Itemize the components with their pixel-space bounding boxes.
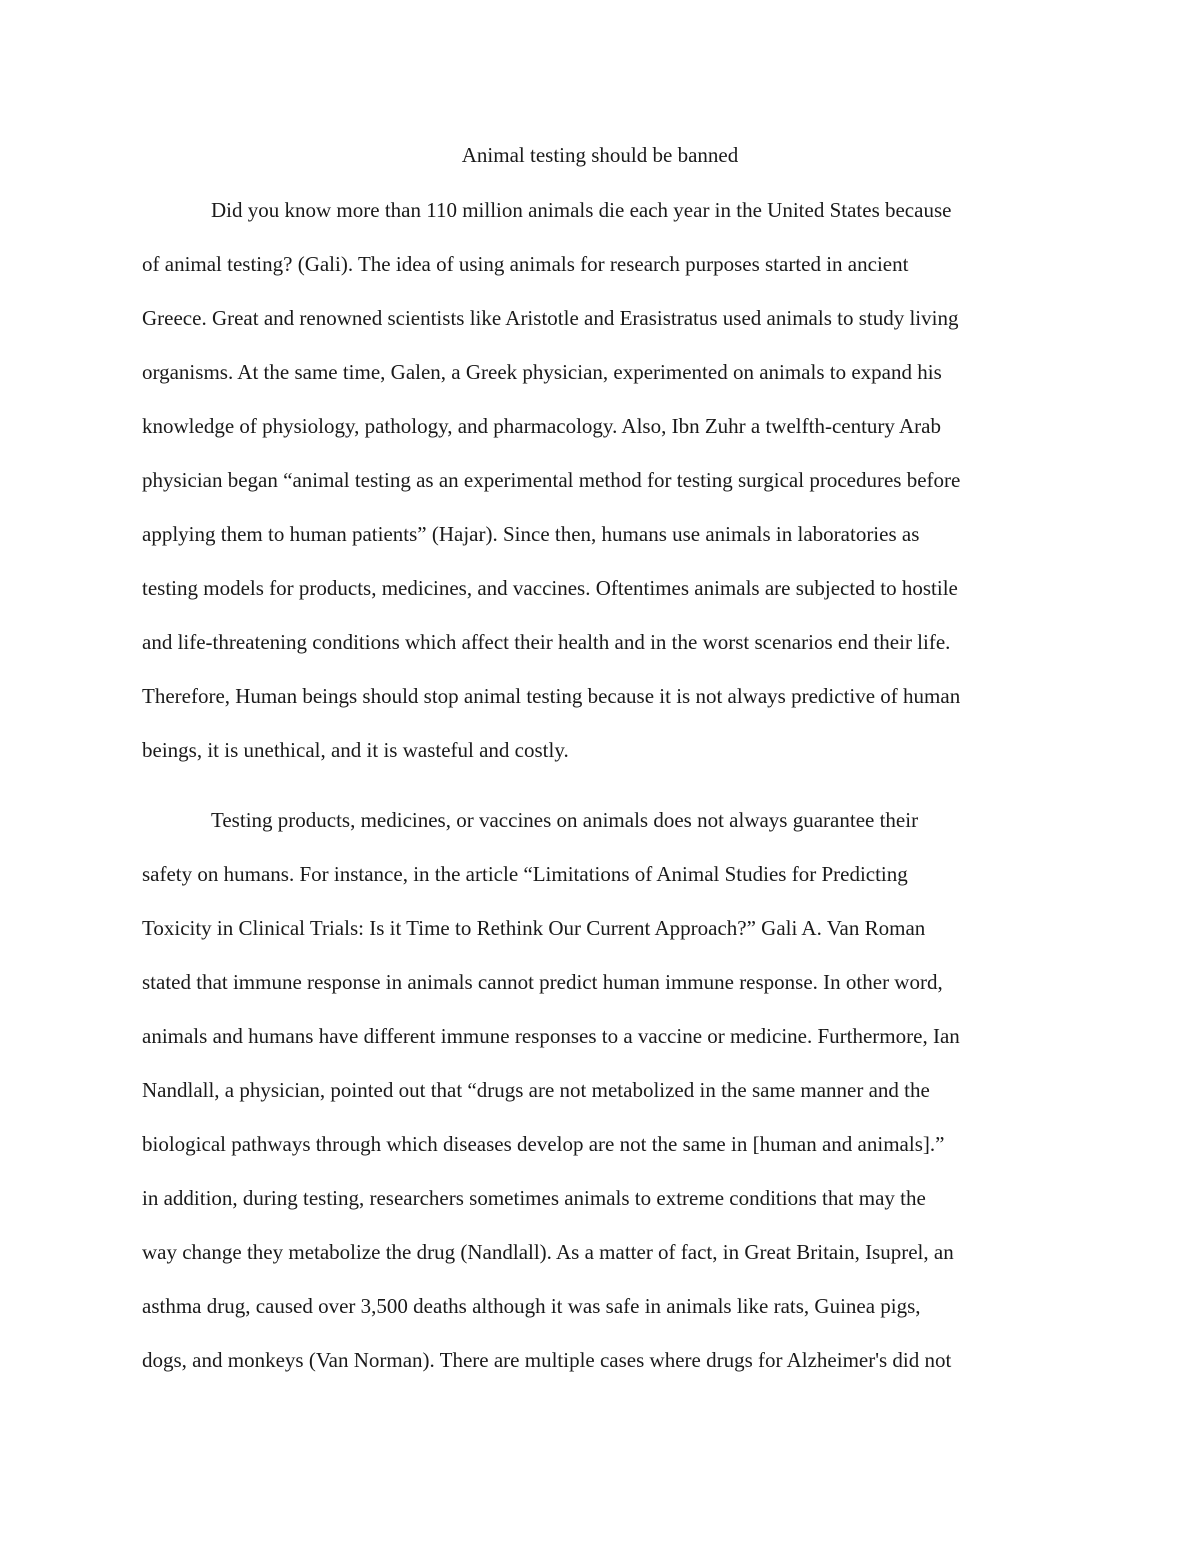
paragraph-1-line-4: organisms. At the same time, Galen, a Greek physician, experimented on animals to expand his xyxy=(142,360,942,384)
paragraph-1-line-7: applying them to human patients” (Hajar). Since then, humans use animals in laboratories as xyxy=(142,522,920,546)
document-title: Animal testing should be banned xyxy=(461,143,739,167)
paragraph-1-line-11: beings, it is unethical, and it is wasteful and costly. xyxy=(142,738,569,762)
paragraph-1-line-8: testing models for products, medicines, and vaccines. Oftentimes animals are subjected to hostile xyxy=(142,576,958,600)
paragraph-2-line-2: safety on humans. For instance, in the article “Limitations of Animal Studies for Predicting xyxy=(142,862,908,886)
paragraph-2-line-4: stated that immune response in animals cannot predict human immune response. In other word, xyxy=(142,970,943,994)
paragraph-2-line-10: asthma drug, caused over 3,500 deaths although it was safe in animals like rats, Guinea pigs, xyxy=(142,1294,921,1318)
paragraph-1-line-10: Therefore, Human beings should stop animal testing because it is not always predictive of human xyxy=(142,684,961,708)
paragraph-1-line-9: and life-threatening conditions which affect their health and in the worst scenarios end their life. xyxy=(142,630,951,654)
paragraph-2-line-11: dogs, and monkeys (Van Norman). There are multiple cases where drugs for Alzheimer's did not xyxy=(142,1348,952,1372)
paragraph-2-line-6: Nandlall, a physician, pointed out that “drugs are not metabolized in the same manner and the xyxy=(142,1078,930,1102)
paragraph-2-line-7: biological pathways through which diseases develop are not the same in [human and animals].” xyxy=(142,1132,945,1156)
paragraph-1-line-2: of animal testing? (Gali). The idea of using animals for research purposes started in ancient xyxy=(142,252,909,276)
paragraph-1-line-3: Greece. Great and renowned scientists like Aristotle and Erasistratus used animals to study living xyxy=(142,306,959,330)
paragraph-2-line-9: way change they metabolize the drug (Nandlall). As a matter of fact, in Great Britain, Isuprel, an xyxy=(142,1240,954,1264)
paragraph-1-line-1: Did you know more than 110 million animals die each year in the United States because xyxy=(211,198,952,222)
paragraph-2-line-8: in addition, during testing, researchers sometimes animals to extreme conditions that may the xyxy=(142,1186,926,1210)
paragraph-2-line-1: Testing products, medicines, or vaccines on animals does not always guarantee their xyxy=(211,808,919,832)
paragraph-2-line-3: Toxicity in Clinical Trials: Is it Time to Rethink Our Current Approach?” Gali A. Van Roman xyxy=(142,916,926,940)
paragraph-1-line-6: physician began “animal testing as an experimental method for testing surgical procedures before xyxy=(142,468,961,492)
paragraph-1-line-5: knowledge of physiology, pathology, and pharmacology. Also, Ibn Zuhr a twelfth-century Arab xyxy=(142,414,941,438)
paragraph-2-line-5: animals and humans have different immune responses to a vaccine or medicine. Furthermore, Ian xyxy=(142,1024,960,1048)
